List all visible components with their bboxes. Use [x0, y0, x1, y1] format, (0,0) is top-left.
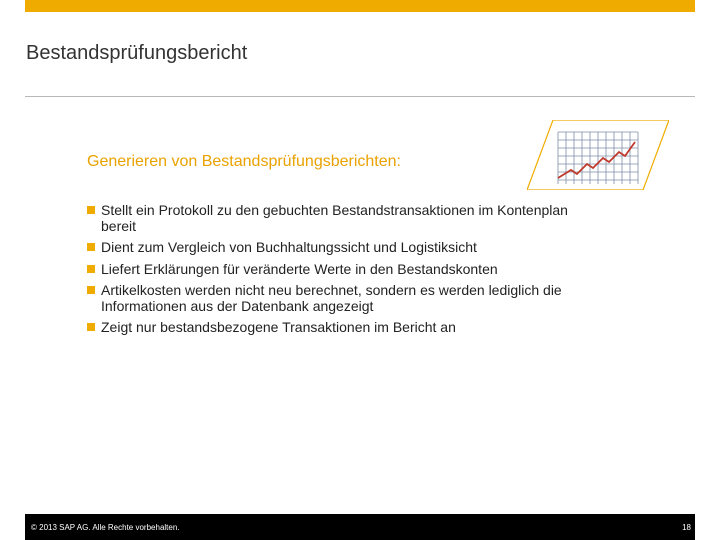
bullet-text: Zeigt nur bestandsbezogene Transaktionen im Bericht an [101, 319, 456, 335]
chart-sheet-icon [527, 120, 669, 190]
square-bullet-icon [87, 286, 95, 294]
bullet-item [87, 240, 587, 256]
square-bullet-icon [87, 206, 95, 214]
square-bullet-icon [87, 243, 95, 251]
copyright-notice: © 2013 SAP AG. Alle Rechte vorbehalten. [31, 523, 180, 532]
bullet-text: Dient zum Vergleich von Buchhaltungssicht und Logistiksicht [101, 239, 477, 255]
footer-bar [25, 514, 695, 540]
title-divider [25, 96, 695, 97]
top-accent-bar [25, 0, 695, 12]
bullet-item [87, 320, 587, 336]
section-subtitle: Generieren von Bestandsprüfungsberichten: [87, 153, 401, 170]
bullet-text: Artikelkosten werden nicht neu berechnet, sondern es werden lediglich die Informationen aus der Datenbank angezeigt [101, 282, 562, 314]
square-bullet-icon [87, 323, 95, 331]
bullet-item [87, 262, 587, 278]
square-bullet-icon [87, 265, 95, 273]
slide-title: Bestandsprüfungsbericht [26, 42, 248, 64]
bullet-list [87, 203, 587, 342]
page-number: 18 [682, 523, 691, 532]
bullet-item [87, 283, 587, 314]
bullet-text: Liefert Erklärungen für veränderte Werte in den Bestandskonten [101, 260, 498, 277]
bullet-item [87, 203, 587, 234]
bullet-text: Stellt ein Protokoll zu den gebuchten Bestandstransaktionen im Kontenplan bereit [101, 202, 568, 234]
